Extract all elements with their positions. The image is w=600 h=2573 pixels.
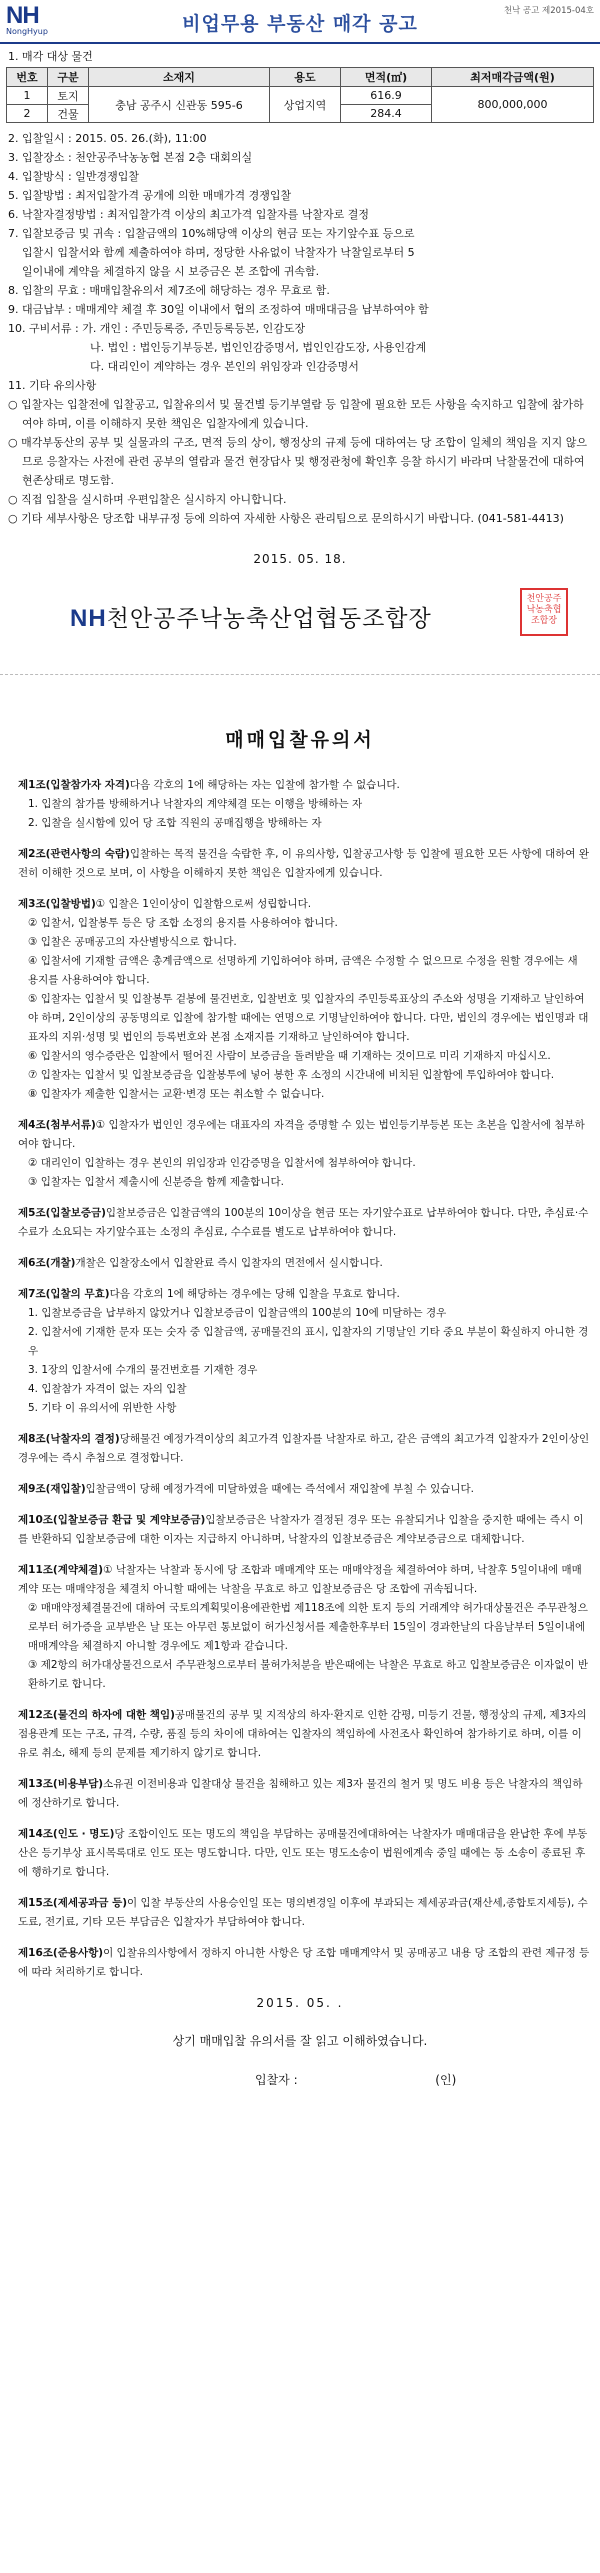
article-6 bbox=[0, 1254, 600, 1273]
article-first-line bbox=[18, 895, 590, 914]
article-first-line bbox=[18, 776, 590, 795]
note-item: ○ 입찰자는 입찰전에 입찰공고, 입찰유의서 및 물건별 등기부열람 등 입찰에 필요한 모든 사항을 숙지하고 입찰에 참가하여야 하며, 이를 이해하지 못한 책임은 입찰자에게 있습니다. bbox=[8, 398, 584, 430]
article-clause: 2. 입찰서에 기재한 문자 또는 숫자 중 입찰금액, 공매물건의 표시, 입찰자의 기명날인 기타 중요 부분이 확실하지 아니한 경우 bbox=[28, 1326, 589, 1357]
notice-items bbox=[0, 129, 600, 395]
article-first-line bbox=[18, 1430, 590, 1468]
article-heading: 제11조(계약체결) bbox=[18, 1564, 104, 1576]
article-first-line bbox=[18, 1480, 590, 1499]
article-text: 다음 각호의 1에 해당하는 자는 입찰에 참가할 수 없습니다. bbox=[129, 779, 400, 791]
notice-item: 다. 대리인이 계약하는 경우 본인의 위임장과 인감증명서 bbox=[90, 360, 359, 373]
article-clause: 5. 기타 이 유의서에 위반한 사항 bbox=[28, 1402, 177, 1414]
article-clause: ③ 입찰은 공매공고의 자산별방식으로 합니다. bbox=[28, 936, 237, 948]
row-location: 충남 공주시 신관동 595-6 bbox=[89, 87, 270, 123]
org-logo: NH bbox=[70, 605, 107, 632]
notice-item: 5. 입찰방법 : 최저입찰가격 공개에 의한 매매가격 경쟁입찰 bbox=[8, 189, 292, 202]
article-heading: 제9조(재입찰) bbox=[18, 1483, 86, 1495]
article-clause: ④ 입찰서에 기재할 금액은 총계금액으로 선명하게 기입하여야 하며, 금액은 수정할 수 없으므로 수정을 원할 경우에는 새 용지를 사용하여야 합니다. bbox=[28, 955, 578, 986]
article-clause: ⑧ 입찰자가 제출한 입찰서는 교환·변경 또는 취소할 수 없습니다. bbox=[28, 1088, 325, 1100]
article-first-line bbox=[18, 1775, 590, 1813]
article-heading: 제3조(입찰방법) bbox=[18, 898, 96, 910]
seal-mark: (인) bbox=[435, 2073, 457, 2087]
article-clause: 1. 입찰보증금을 납부하지 않았거나 입찰보증금이 입찰금액의 100분의 10에 미달하는 경우 bbox=[28, 1307, 447, 1319]
notice-item: 8. 입찰의 무효 : 매매입찰유의서 제7조에 해당하는 경우 무효로 함. bbox=[8, 284, 330, 297]
logo-subtext: NongHyup bbox=[6, 27, 48, 36]
article-heading: 제14조(인도 · 명도) bbox=[18, 1828, 115, 1840]
organization-name bbox=[70, 600, 432, 633]
article-clause: ⑤ 입찰자는 입찰서 및 입찰봉투 겉봉에 물건번호, 입찰번호 및 입찰자의 주민등록표상의 주소와 성명을 기재하고 날인하여야 하며, 2인이상의 공동명의로 입찰에 참가할 때에는 연명으로 기명날인하여야 합니다. 다만, 법인의 경우에는 법인명과 대표자의 지위·성명 및 법인의 등록번호와 본점 소재지를 기재하고 날인하여야 합니다. bbox=[28, 993, 589, 1043]
note-item: ○ 직접 입찰을 실시하며 우편입찰은 실시하지 아니합니다. bbox=[8, 493, 287, 506]
article-12 bbox=[0, 1706, 600, 1763]
article-1 bbox=[0, 776, 600, 833]
article-clause: ② 매매약정체결물건에 대하여 국토의계획및이용에관한법 제118조에 의한 토지 등의 거래계약 허가대상물건은 주무관청으로부터 허가증을 교부받은 날 또는 아무런 통보없이 허가신청서를 제출한후부터 15일이 경과한날의 다음날부터 5일이내에 매매계약을 체결하지 아니할 경우에도 제1항과 같습니다. bbox=[28, 1602, 588, 1652]
article-clause: 1. 입찰의 참가를 방해하거나 낙찰자의 계약체결 또는 이행을 방해하는 자 bbox=[28, 798, 363, 810]
article-heading: 제8조(낙찰자의 결정) bbox=[18, 1433, 120, 1445]
article-14 bbox=[0, 1825, 600, 1882]
notice-item: 10. 구비서류 : 가. 개인 : 주민등록증, 주민등록등본, 인감도장 bbox=[8, 322, 306, 335]
article-clause: 3. 1장의 입찰서에 수개의 물건번호를 기재한 경우 bbox=[28, 1364, 258, 1376]
row-type: 건물 bbox=[48, 105, 89, 123]
notice-item: 11. 기타 유의사항 bbox=[8, 379, 97, 392]
org-name-text: 천안공주낙농축산업협동조합장 bbox=[106, 606, 432, 632]
article-first-line bbox=[18, 1944, 590, 1982]
column-header: 최저매각금액(원) bbox=[432, 68, 594, 87]
notice-date: 2015. 05. 18. bbox=[253, 552, 347, 566]
official-seal-icon: 천안공주 낙농축협 조합장 bbox=[520, 588, 568, 636]
column-header: 구분 bbox=[48, 68, 89, 87]
table-row bbox=[7, 87, 594, 105]
article-heading: 제6조(개찰) bbox=[18, 1257, 76, 1269]
article-clause: 2. 입찰을 실시함에 있어 당 조합 직원의 공매집행을 방해하는 자 bbox=[28, 817, 322, 829]
article-clause: ② 대리인이 입찰하는 경우 본인의 위임장과 인감증명을 입찰서에 첨부하여야 합니다. bbox=[28, 1157, 416, 1169]
article-clause: ⑦ 입찰자는 입찰서 및 입찰보증금을 입찰봉투에 넣어 봉한 후 소정의 시간내에 비치된 입찰함에 투입하여야 합니다. bbox=[28, 1069, 555, 1081]
article-heading: 제1조(입찰참가자 자격) bbox=[18, 779, 130, 791]
article-text: ① 낙찰자는 낙찰과 동시에 당 조합과 매매계약 또는 매매약정을 체결하여야 하며, 낙찰후 5일이내에 매매계약 또는 매매약정을 체결치 아니할 때에는 낙찰을 무효로 하고 입찰보증금은 당 조합에 귀속됩니다. bbox=[18, 1564, 582, 1595]
table-header-row bbox=[7, 68, 594, 87]
article-13 bbox=[0, 1775, 600, 1813]
article-heading: 제15조(제세공과금 등) bbox=[18, 1897, 128, 1909]
article-text: 입찰하는 목적 물건을 숙람한 후, 이 유의사항, 입찰공고사항 등 입찰에 필요한 모든 사항에 대하여 완전히 이해한 것으로 보며, 이 사항을 이해하지 못한 책임은 입찰자에게 있습니다. bbox=[18, 848, 589, 879]
row-area: 616.9 bbox=[341, 87, 432, 105]
bidder-label: 입찰자 : bbox=[255, 2073, 298, 2087]
article-text: 소유권 이전비용과 입찰대상 물건을 침해하고 있는 제3자 물건의 철거 및 명도 비용 등은 낙찰자의 책임하에 정산하기로 합니다. bbox=[18, 1778, 583, 1809]
article-clause: ② 입찰서, 입찰봉투 등은 당 조합 소정의 용지를 사용하여야 합니다. bbox=[28, 917, 338, 929]
article-9 bbox=[0, 1480, 600, 1499]
sign-date: 2015. 05. . bbox=[256, 1996, 344, 2010]
row-price: 800,000,000 bbox=[432, 87, 594, 123]
article-text: 입찰금액이 당해 예정가격에 미달하였을 때에는 즉석에서 재입찰에 부칠 수 있습니다. bbox=[85, 1483, 475, 1495]
article-4 bbox=[0, 1116, 600, 1192]
article-heading: 제5조(입찰보증금) bbox=[18, 1207, 106, 1219]
article-first-line bbox=[18, 1285, 590, 1304]
article-text: 당해물건 예정가격이상의 최고가격 입찰자를 낙찰자로 하고, 같은 금액의 최고가격 입찰자가 2인이상인 경우에는 즉시 추첨으로 결정합니다. bbox=[18, 1433, 590, 1464]
property-table bbox=[6, 67, 594, 123]
notice-item: 나. 법인 : 법인등기부등본, 법인인감증명서, 법인인감도장, 사용인감계 bbox=[90, 341, 427, 354]
confirmation-text: 상기 매매입찰 유의서를 잘 읽고 이해하였습니다. bbox=[172, 2034, 428, 2048]
article-text: 당 조합이인도 또는 명도의 책임을 부담하는 공매물건에대하여는 낙찰자가 매매대금을 완납한 후에 부동산은 등기부상 표시목록대로 인도 또는 명도합니다. 다만, 인도 또는 명도소송이 법원에계속 중일 때에는 동 소송이 종료된 후에 행하기로 합니다. bbox=[18, 1828, 588, 1878]
notice-item: 7. 입찰보증금 및 귀속 : 입찰금액의 10%해당액 이상의 현금 또는 자기앞수표 등으로 bbox=[8, 227, 415, 240]
notice-item: 6. 낙찰자결정방법 : 최저입찰가격 이상의 최고가격 입찰자를 낙찰자로 결정 bbox=[8, 208, 369, 221]
notice-item: 3. 입찰장소 : 천안공주낙농농협 본점 2층 대회의실 bbox=[8, 151, 253, 164]
article-first-line bbox=[18, 845, 590, 883]
article-clause: 4. 입찰참가 자격이 없는 자의 입찰 bbox=[28, 1383, 187, 1395]
article-text: 이 입찰 부동산의 사용승인일 또는 명의변경일 이후에 부과되는 제세공과금(재산세,종합토지세등), 수도료, 전기료, 기타 모든 부담금은 입찰자가 부담하여야 합니다. bbox=[18, 1897, 588, 1928]
row-area: 284.4 bbox=[341, 105, 432, 123]
article-heading: 제7조(입찰의 무효) bbox=[18, 1288, 110, 1300]
article-text: 입찰보증금은 낙찰자가 결정된 경우 또는 유찰되거나 입찰을 중지한 때에는 즉시 이를 반환하되 입찰보증금에 대한 이자는 지급하지 아니하며, 낙찰자의 입찰보증금은 계약보증금으로 대체합니다. bbox=[18, 1514, 584, 1545]
article-15 bbox=[0, 1894, 600, 1932]
article-text: ① 입찰자가 법인인 경우에는 대표자의 자격을 증명할 수 있는 법인등기부등본 또는 초본을 입찰서에 첨부하여야 합니다. bbox=[18, 1119, 585, 1150]
article-text: 공매물건의 공부 및 지적상의 하자·환지로 인한 감평, 미등기 건물, 행정상의 규제, 제3자의 점용관계 또는 구조, 규격, 수량, 품질 등의 차이에 대하여는 입찰자의 책임하에 사전조사 확인하여 참가하기로 하며, 이를 이유로 취소, 해제 등의 문제를 제기하지 않기로 합니다. bbox=[18, 1709, 587, 1759]
article-first-line bbox=[18, 1204, 590, 1242]
article-heading: 제12조(물건의 하자에 대한 책임) bbox=[18, 1709, 175, 1721]
article-heading: 제16조(준용사항) bbox=[18, 1947, 104, 1959]
article-clause: ③ 입찰자는 입찰서 제출시에 신분증을 함께 제출합니다. bbox=[28, 1176, 284, 1188]
note-item: ○ 기타 세부사항은 당조합 내부규정 등에 의하여 자세한 사항은 관리팀으로 문의하시기 바랍니다. (041-581-4413) bbox=[8, 512, 564, 525]
article-clause: ③ 제2항의 허가대상물건으로서 주무관청으로부터 불허가처분을 받은때에는 낙찰은 무효로 하고 입찰보증금은 이자없이 반환하기로 합니다. bbox=[28, 1659, 588, 1690]
note-item: ○ 매각부동산의 공부 및 실물과의 구조, 면적 등의 상이, 행정상의 규제 등에 대하여는 당 조합이 일체의 책임을 지지 않으므로 응찰자는 사전에 관련 공부의 열람과 물건 현장답사 및 행정관청에 확인후 응찰 하시기 바라며 낙찰물건에 대하여 현존상태로 명도함. bbox=[8, 436, 587, 487]
notice-item: 일이내에 계약을 체결하지 않을 시 보증금은 본 조합에 귀속함. bbox=[22, 265, 320, 278]
article-2 bbox=[0, 845, 600, 883]
article-first-line bbox=[18, 1706, 590, 1763]
article-heading: 제13조(비용부담) bbox=[18, 1778, 104, 1790]
article-10 bbox=[0, 1511, 600, 1549]
column-header: 소재지 bbox=[89, 68, 270, 87]
article-text: 입찰보증금은 입찰금액의 100분의 10이상을 현금 또는 자기앞수표로 납부하여야 합니다. 다만, 추심료·수수료가 소요되는 자기앞수표는 소정의 추심료, 수수료를 별도로 납부하여야 합니다. bbox=[18, 1207, 589, 1238]
row-number: 1 bbox=[7, 87, 48, 105]
section-title: 1. 매각 대상 물건 bbox=[8, 50, 93, 63]
article-first-line bbox=[18, 1825, 590, 1882]
article-7 bbox=[0, 1285, 600, 1418]
notice-item: 9. 대금납부 : 매매계약 체결 후 30일 이내에서 협의 조정하여 매매대금을 납부하여야 함 bbox=[8, 303, 429, 316]
article-heading: 제4조(첨부서류) bbox=[18, 1119, 96, 1131]
page-title: 비업무용 부동산 매각 공고 bbox=[182, 13, 418, 35]
article-first-line bbox=[18, 1894, 590, 1932]
article-11 bbox=[0, 1561, 600, 1694]
article-text: 다음 각호의 1에 해당하는 경우에는 당해 입찰을 무효로 합니다. bbox=[109, 1288, 400, 1300]
document-title: 매매입찰유의서 bbox=[225, 729, 375, 751]
article-heading: 제10조(입찰보증금 환급 및 계약보증금) bbox=[18, 1514, 206, 1526]
article-text: 이 입찰유의사항에서 정하지 아니한 사항은 당 조합 매매계약서 및 공매공고 내용 당 조합의 관련 제규정 등에 따라 처리하기로 합니다. bbox=[18, 1947, 590, 1978]
notice-item: 4. 입찰방식 : 일반경쟁입찰 bbox=[8, 170, 139, 183]
column-header: 면적(㎡) bbox=[341, 68, 432, 87]
organization-signature bbox=[0, 582, 600, 652]
column-header: 용도 bbox=[270, 68, 341, 87]
header bbox=[0, 0, 600, 44]
articles-list bbox=[0, 776, 600, 1982]
article-heading: 제2조(관련사항의 숙람) bbox=[18, 848, 130, 860]
article-first-line bbox=[18, 1116, 590, 1154]
notice-number: 천낙 공고 제2015-04호 bbox=[503, 6, 594, 16]
notice-item: 입찰시 입찰서와 함께 제출하여야 하며, 정당한 사유없이 낙찰자가 낙찰일로부터 5 bbox=[22, 246, 415, 259]
row-type: 토지 bbox=[48, 87, 89, 105]
article-16 bbox=[0, 1944, 600, 1982]
notes-list bbox=[0, 395, 600, 528]
divider bbox=[0, 674, 600, 675]
article-8 bbox=[0, 1430, 600, 1468]
article-5 bbox=[0, 1204, 600, 1242]
article-3 bbox=[0, 895, 600, 1104]
article-text: 개찰은 입찰장소에서 입찰완료 즉시 입찰자의 면전에서 실시합니다. bbox=[75, 1257, 383, 1269]
row-use: 상업지역 bbox=[270, 87, 341, 123]
article-first-line bbox=[18, 1511, 590, 1549]
column-header: 번호 bbox=[7, 68, 48, 87]
row-number: 2 bbox=[7, 105, 48, 123]
logo-text: NH bbox=[6, 2, 39, 29]
article-text: ① 입찰은 1인이상이 입찰함으로써 성립합니다. bbox=[95, 898, 312, 910]
notice-item: 2. 입찰일시 : 2015. 05. 26.(화), 11:00 bbox=[8, 132, 207, 145]
article-first-line bbox=[18, 1254, 590, 1273]
article-clause: ⑥ 입찰서의 영수증란은 입찰에서 떨어진 사람이 보증금을 돌려받을 때 기재하는 것이므로 미리 기재하지 마십시오. bbox=[28, 1050, 551, 1062]
bidder-line bbox=[0, 2071, 600, 2088]
article-first-line bbox=[18, 1561, 590, 1599]
